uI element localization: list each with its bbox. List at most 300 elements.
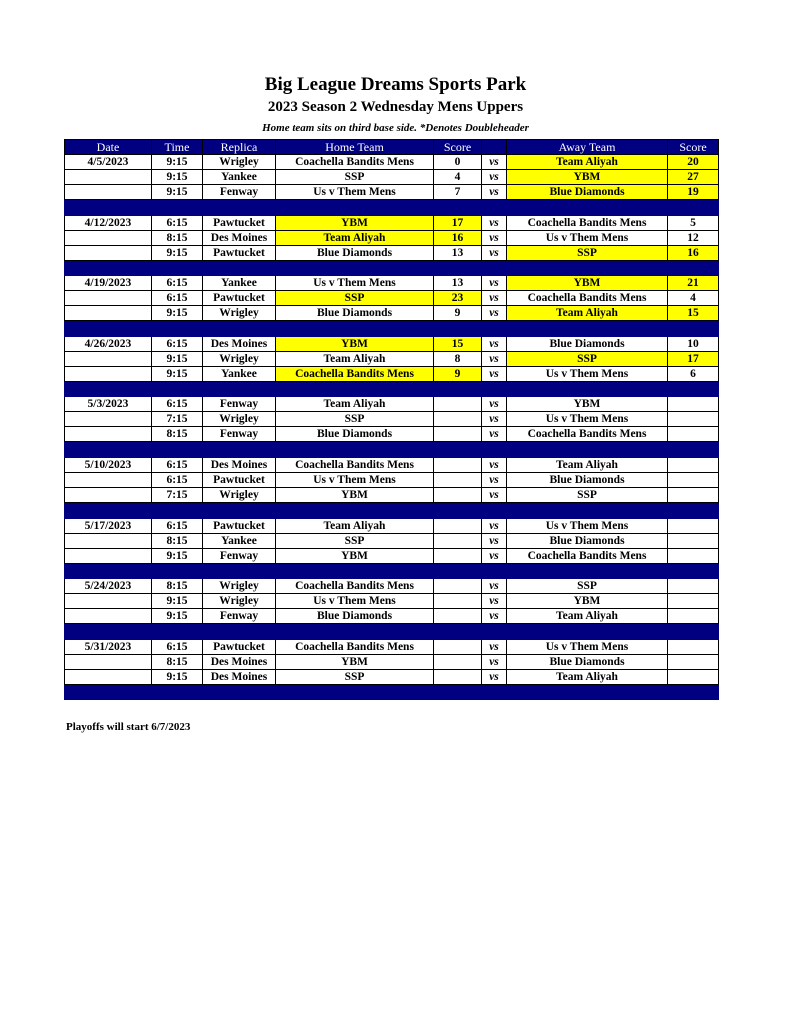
game-date — [65, 291, 152, 306]
game-time: 8:15 — [152, 427, 203, 442]
game-date — [65, 472, 152, 487]
game-date: 5/10/2023 — [65, 457, 152, 472]
away-team: Blue Diamonds — [507, 472, 668, 487]
vs-label: vs — [482, 412, 507, 427]
away-score — [668, 487, 719, 502]
away-score — [668, 518, 719, 533]
separator-cell — [507, 260, 668, 276]
away-team: YBM — [507, 170, 668, 185]
away-score — [668, 548, 719, 563]
home-team: Team Aliyah — [276, 518, 434, 533]
vs-label: vs — [482, 594, 507, 609]
away-team: Team Aliyah — [507, 609, 668, 624]
game-time: 6:15 — [152, 472, 203, 487]
vs-label: vs — [482, 306, 507, 321]
vs-label: vs — [482, 533, 507, 548]
game-date: 5/3/2023 — [65, 397, 152, 412]
away-score — [668, 397, 719, 412]
week-separator — [65, 624, 719, 640]
vs-label: vs — [482, 336, 507, 351]
game-time: 6:15 — [152, 336, 203, 351]
home-team: Us v Them Mens — [276, 276, 434, 291]
game-field: Fenway — [203, 397, 276, 412]
separator-cell — [152, 200, 203, 216]
home-team: YBM — [276, 548, 434, 563]
away-team: YBM — [507, 594, 668, 609]
away-team: Team Aliyah — [507, 457, 668, 472]
table-row — [65, 533, 719, 548]
table-row — [65, 594, 719, 609]
game-time: 9:15 — [152, 185, 203, 200]
game-field: Pawtucket — [203, 639, 276, 654]
game-field: Wrigley — [203, 594, 276, 609]
away-score: 15 — [668, 306, 719, 321]
table-row — [65, 245, 719, 260]
table-row — [65, 654, 719, 669]
table-row — [65, 472, 719, 487]
game-field: Wrigley — [203, 412, 276, 427]
col-header-away-score: Score — [668, 140, 719, 155]
separator-cell — [276, 381, 434, 397]
game-field: Pawtucket — [203, 472, 276, 487]
table-row — [65, 579, 719, 594]
game-time: 9:15 — [152, 669, 203, 684]
game-date — [65, 548, 152, 563]
week-separator — [65, 502, 719, 518]
separator-cell — [276, 260, 434, 276]
vs-label: vs — [482, 518, 507, 533]
schedule-table — [64, 139, 719, 700]
away-team: SSP — [507, 487, 668, 502]
separator-cell — [152, 260, 203, 276]
separator-cell — [507, 442, 668, 458]
vs-label: vs — [482, 669, 507, 684]
home-team: Coachella Bandits Mens — [276, 639, 434, 654]
separator-cell — [276, 200, 434, 216]
away-score — [668, 654, 719, 669]
separator-cell — [65, 563, 152, 579]
table-row — [65, 609, 719, 624]
game-time: 6:15 — [152, 518, 203, 533]
schedule-body — [65, 155, 719, 700]
game-field: Pawtucket — [203, 518, 276, 533]
away-score — [668, 472, 719, 487]
col-header-date: Date — [65, 140, 152, 155]
week-separator — [65, 684, 719, 700]
away-score: 16 — [668, 245, 719, 260]
game-time: 9:15 — [152, 170, 203, 185]
vs-label: vs — [482, 457, 507, 472]
game-time: 7:15 — [152, 412, 203, 427]
separator-cell — [507, 321, 668, 337]
home-score — [434, 412, 482, 427]
game-time: 6:15 — [152, 639, 203, 654]
vs-label: vs — [482, 427, 507, 442]
away-team: YBM — [507, 276, 668, 291]
header-note: Home team sits on third base side. *Denotes Doubleheader — [262, 122, 529, 134]
col-header-home-score: Score — [434, 140, 482, 155]
separator-cell — [668, 563, 719, 579]
vs-label: vs — [482, 639, 507, 654]
game-time: 7:15 — [152, 487, 203, 502]
separator-cell — [434, 684, 482, 700]
home-team: YBM — [276, 215, 434, 230]
game-time: 9:15 — [152, 155, 203, 170]
separator-cell — [507, 200, 668, 216]
game-time: 9:15 — [152, 548, 203, 563]
home-team: Blue Diamonds — [276, 306, 434, 321]
game-date — [65, 185, 152, 200]
away-team: SSP — [507, 579, 668, 594]
col-header-home-team: Home Team — [276, 140, 434, 155]
separator-cell — [65, 624, 152, 640]
game-time: 9:15 — [152, 366, 203, 381]
home-team: YBM — [276, 654, 434, 669]
table-row — [65, 306, 719, 321]
home-team: SSP — [276, 669, 434, 684]
game-field: Des Moines — [203, 230, 276, 245]
game-field: Yankee — [203, 170, 276, 185]
separator-cell — [668, 321, 719, 337]
game-date — [65, 366, 152, 381]
separator-cell — [507, 563, 668, 579]
separator-cell — [668, 200, 719, 216]
table-row — [65, 427, 719, 442]
game-date — [65, 306, 152, 321]
away-team: Blue Diamonds — [507, 185, 668, 200]
game-date: 4/5/2023 — [65, 155, 152, 170]
away-score: 10 — [668, 336, 719, 351]
separator-cell — [65, 200, 152, 216]
away-score — [668, 594, 719, 609]
game-date: 5/24/2023 — [65, 579, 152, 594]
game-field: Wrigley — [203, 351, 276, 366]
week-separator — [65, 381, 719, 397]
separator-cell — [434, 381, 482, 397]
game-date: 4/26/2023 — [65, 336, 152, 351]
week-separator — [65, 442, 719, 458]
separator-cell — [668, 381, 719, 397]
home-team: YBM — [276, 336, 434, 351]
game-date — [65, 594, 152, 609]
table-row — [65, 457, 719, 472]
table-row — [65, 291, 719, 306]
table-row — [65, 639, 719, 654]
game-field: Pawtucket — [203, 215, 276, 230]
away-score — [668, 412, 719, 427]
separator-cell — [65, 260, 152, 276]
home-score — [434, 579, 482, 594]
away-team: Blue Diamonds — [507, 654, 668, 669]
game-date — [65, 609, 152, 624]
away-team: Team Aliyah — [507, 155, 668, 170]
away-score: 20 — [668, 155, 719, 170]
game-field: Yankee — [203, 276, 276, 291]
game-field: Wrigley — [203, 306, 276, 321]
vs-label: vs — [482, 548, 507, 563]
game-field: Fenway — [203, 548, 276, 563]
game-field: Pawtucket — [203, 245, 276, 260]
separator-cell — [152, 381, 203, 397]
separator-cell — [152, 624, 203, 640]
home-team: SSP — [276, 533, 434, 548]
vs-label: vs — [482, 472, 507, 487]
away-score: 17 — [668, 351, 719, 366]
home-team: Blue Diamonds — [276, 427, 434, 442]
away-score: 4 — [668, 291, 719, 306]
game-time: 6:15 — [152, 276, 203, 291]
home-score: 17 — [434, 215, 482, 230]
separator-cell — [507, 684, 668, 700]
game-date — [65, 230, 152, 245]
separator-cell — [203, 442, 276, 458]
separator-cell — [203, 260, 276, 276]
home-score: 23 — [434, 291, 482, 306]
away-team: SSP — [507, 245, 668, 260]
away-team: Us v Them Mens — [507, 518, 668, 533]
col-header-away-team: Away Team — [507, 140, 668, 155]
vs-label: vs — [482, 654, 507, 669]
separator-cell — [65, 442, 152, 458]
vs-label: vs — [482, 291, 507, 306]
game-time: 9:15 — [152, 594, 203, 609]
game-time: 9:15 — [152, 351, 203, 366]
away-team: Coachella Bandits Mens — [507, 215, 668, 230]
game-date — [65, 533, 152, 548]
game-field: Wrigley — [203, 579, 276, 594]
week-separator — [65, 321, 719, 337]
separator-cell — [434, 442, 482, 458]
table-row — [65, 185, 719, 200]
away-team: Blue Diamonds — [507, 533, 668, 548]
away-team: Coachella Bandits Mens — [507, 548, 668, 563]
away-score — [668, 533, 719, 548]
away-team: Blue Diamonds — [507, 336, 668, 351]
game-field: Fenway — [203, 609, 276, 624]
game-field: Des Moines — [203, 457, 276, 472]
page-title: Big League Dreams Sports Park — [264, 74, 527, 95]
home-score: 15 — [434, 336, 482, 351]
separator-cell — [276, 321, 434, 337]
home-score — [434, 654, 482, 669]
vs-label: vs — [482, 579, 507, 594]
away-team: Team Aliyah — [507, 669, 668, 684]
table-row — [65, 548, 719, 563]
home-score — [434, 472, 482, 487]
away-score — [668, 669, 719, 684]
game-time: 9:15 — [152, 609, 203, 624]
home-team: SSP — [276, 291, 434, 306]
home-team: Team Aliyah — [276, 397, 434, 412]
separator-cell — [482, 321, 507, 337]
home-team: Coachella Bandits Mens — [276, 457, 434, 472]
footer-note: Playoffs will start 6/7/2023 — [66, 721, 191, 733]
table-row — [65, 351, 719, 366]
game-time: 8:15 — [152, 230, 203, 245]
home-team: SSP — [276, 412, 434, 427]
vs-label: vs — [482, 351, 507, 366]
vs-label: vs — [482, 276, 507, 291]
game-field: Fenway — [203, 185, 276, 200]
separator-cell — [276, 502, 434, 518]
game-field: Fenway — [203, 427, 276, 442]
game-date — [65, 170, 152, 185]
home-team: SSP — [276, 170, 434, 185]
game-date — [65, 427, 152, 442]
game-time: 6:15 — [152, 215, 203, 230]
away-team: Us v Them Mens — [507, 639, 668, 654]
home-score — [434, 669, 482, 684]
separator-cell — [482, 381, 507, 397]
separator-cell — [482, 563, 507, 579]
separator-cell — [152, 321, 203, 337]
away-score — [668, 639, 719, 654]
separator-cell — [276, 442, 434, 458]
home-score — [434, 397, 482, 412]
away-team: YBM — [507, 397, 668, 412]
home-team: Blue Diamonds — [276, 609, 434, 624]
vs-label: vs — [482, 155, 507, 170]
home-score — [434, 548, 482, 563]
game-date: 4/19/2023 — [65, 276, 152, 291]
away-score — [668, 579, 719, 594]
away-score: 5 — [668, 215, 719, 230]
away-score: 19 — [668, 185, 719, 200]
game-date — [65, 245, 152, 260]
game-time: 8:15 — [152, 654, 203, 669]
vs-label: vs — [482, 185, 507, 200]
game-time: 6:15 — [152, 291, 203, 306]
home-score — [434, 594, 482, 609]
separator-cell — [482, 502, 507, 518]
table-row — [65, 518, 719, 533]
home-score: 16 — [434, 230, 482, 245]
home-score: 7 — [434, 185, 482, 200]
separator-cell — [434, 200, 482, 216]
vs-label: vs — [482, 170, 507, 185]
home-score: 13 — [434, 276, 482, 291]
separator-cell — [668, 684, 719, 700]
separator-cell — [203, 624, 276, 640]
table-row — [65, 366, 719, 381]
game-date — [65, 351, 152, 366]
away-score — [668, 609, 719, 624]
week-separator — [65, 200, 719, 216]
away-team: Coachella Bandits Mens — [507, 427, 668, 442]
game-field: Yankee — [203, 366, 276, 381]
vs-label: vs — [482, 230, 507, 245]
home-score: 8 — [434, 351, 482, 366]
game-field: Des Moines — [203, 654, 276, 669]
week-separator — [65, 563, 719, 579]
home-team: Blue Diamonds — [276, 245, 434, 260]
vs-label: vs — [482, 397, 507, 412]
home-team: Coachella Bandits Mens — [276, 155, 434, 170]
home-score — [434, 639, 482, 654]
home-score: 13 — [434, 245, 482, 260]
game-time: 8:15 — [152, 579, 203, 594]
col-header-replica: Replica — [203, 140, 276, 155]
separator-cell — [65, 381, 152, 397]
away-team: Us v Them Mens — [507, 366, 668, 381]
separator-cell — [203, 502, 276, 518]
table-row — [65, 336, 719, 351]
game-time: 6:15 — [152, 397, 203, 412]
table-row — [65, 215, 719, 230]
separator-cell — [434, 563, 482, 579]
separator-cell — [65, 684, 152, 700]
separator-cell — [203, 563, 276, 579]
home-team: Us v Them Mens — [276, 594, 434, 609]
separator-cell — [482, 200, 507, 216]
separator-cell — [482, 684, 507, 700]
away-team: Coachella Bandits Mens — [507, 291, 668, 306]
separator-cell — [507, 381, 668, 397]
game-time: 8:15 — [152, 533, 203, 548]
home-team: YBM — [276, 487, 434, 502]
table-header-row — [65, 140, 719, 155]
home-team: Coachella Bandits Mens — [276, 366, 434, 381]
away-team: Us v Them Mens — [507, 412, 668, 427]
home-team: Us v Them Mens — [276, 472, 434, 487]
table-row — [65, 397, 719, 412]
game-field: Yankee — [203, 533, 276, 548]
vs-label: vs — [482, 366, 507, 381]
home-score: 9 — [434, 366, 482, 381]
separator-cell — [434, 321, 482, 337]
game-field: Wrigley — [203, 155, 276, 170]
page-subtitle: 2023 Season 2 Wednesday Mens Uppers — [267, 99, 524, 115]
away-team: Team Aliyah — [507, 306, 668, 321]
home-score — [434, 518, 482, 533]
separator-cell — [276, 684, 434, 700]
home-score — [434, 487, 482, 502]
separator-cell — [434, 624, 482, 640]
separator-cell — [482, 442, 507, 458]
separator-cell — [152, 563, 203, 579]
separator-cell — [434, 502, 482, 518]
away-team: SSP — [507, 351, 668, 366]
separator-cell — [203, 321, 276, 337]
game-date — [65, 487, 152, 502]
home-score — [434, 427, 482, 442]
game-date: 5/31/2023 — [65, 639, 152, 654]
away-score: 27 — [668, 170, 719, 185]
home-team: Team Aliyah — [276, 351, 434, 366]
away-score: 12 — [668, 230, 719, 245]
separator-cell — [276, 624, 434, 640]
separator-cell — [434, 260, 482, 276]
game-field: Des Moines — [203, 336, 276, 351]
separator-cell — [668, 502, 719, 518]
vs-label: vs — [482, 487, 507, 502]
table-row — [65, 155, 719, 170]
separator-cell — [203, 684, 276, 700]
away-score: 21 — [668, 276, 719, 291]
separator-cell — [482, 260, 507, 276]
game-date: 5/17/2023 — [65, 518, 152, 533]
week-separator — [65, 260, 719, 276]
table-row — [65, 669, 719, 684]
game-date — [65, 654, 152, 669]
home-score — [434, 457, 482, 472]
game-field: Wrigley — [203, 487, 276, 502]
home-team: Coachella Bandits Mens — [276, 579, 434, 594]
separator-cell — [152, 502, 203, 518]
vs-label: vs — [482, 609, 507, 624]
away-team: Us v Them Mens — [507, 230, 668, 245]
game-date — [65, 669, 152, 684]
